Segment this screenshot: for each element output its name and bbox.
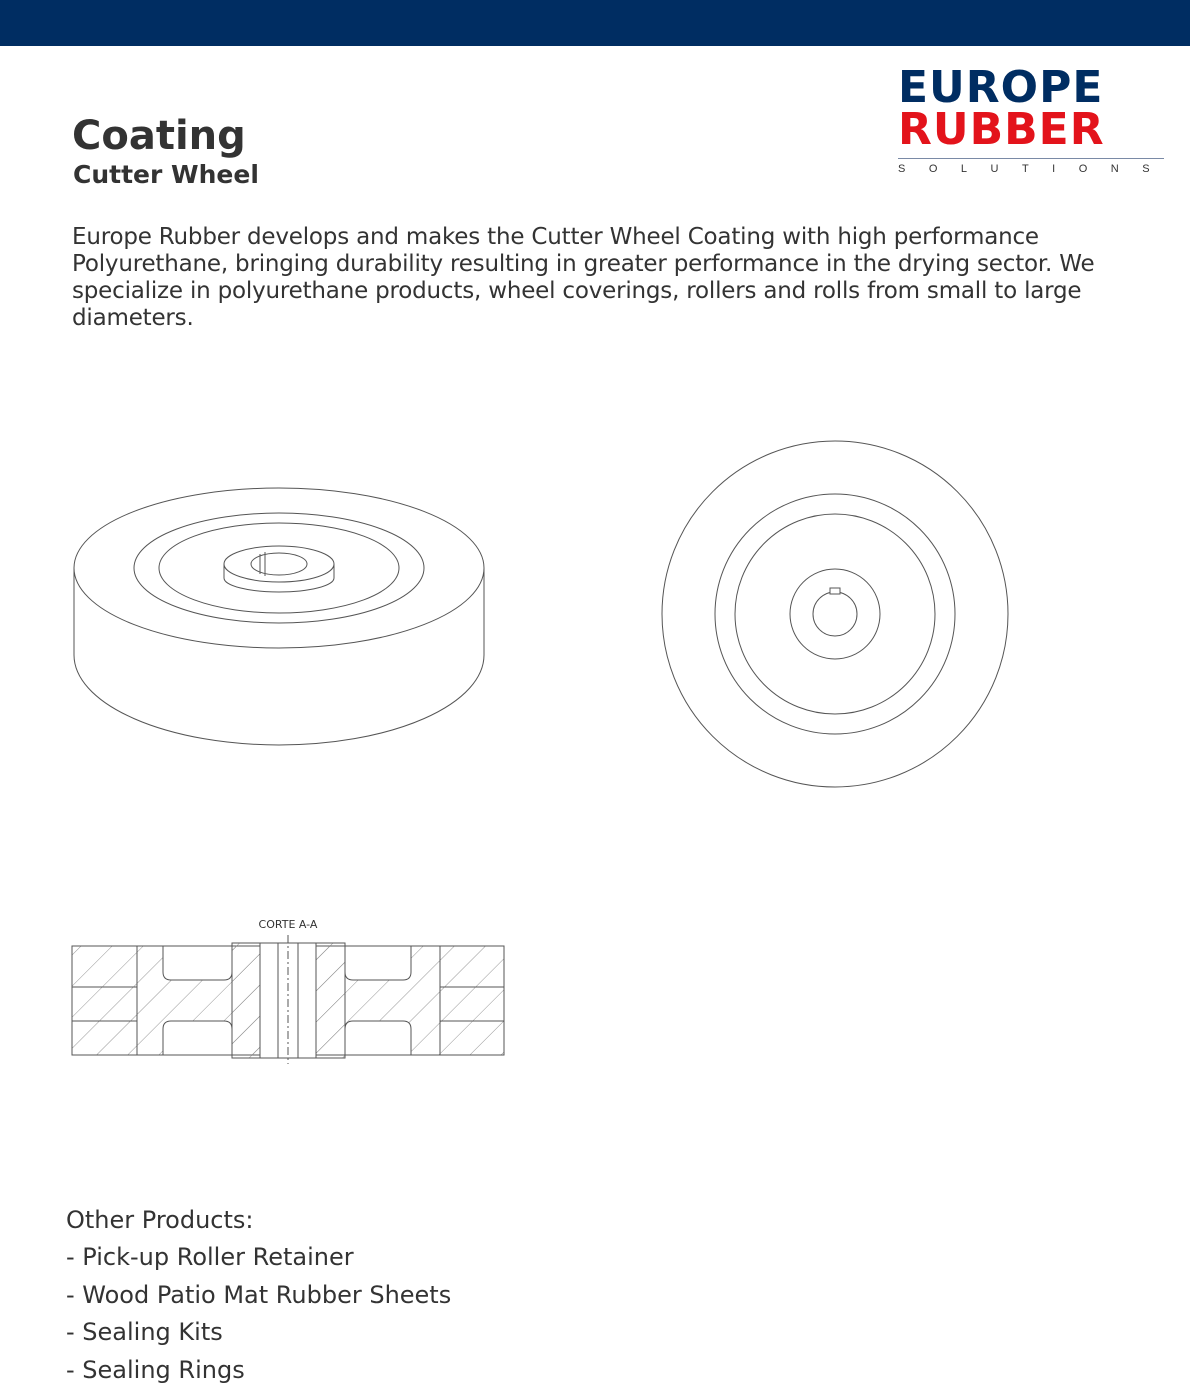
product-description: Europe Rubber develops and makes the Cutter Wheel Coating with high performance Polyurethane, bringing durability resulting in greater performance in the drying sector. We specialize in polyurethane products, wheel coverings, rollers and rolls from small to large diameters. <box>72 224 1132 332</box>
logo-line-rubber: RUBBER <box>898 110 1168 150</box>
wheel-front-drawing <box>662 441 1008 787</box>
cross-section-drawing <box>72 935 504 1064</box>
wheel-front-groove-outer <box>715 494 955 734</box>
list-item: - Wood Patio Mat Rubber Sheets <box>66 1277 451 1315</box>
list-item: - Sealing Kits <box>66 1314 451 1352</box>
other-products-heading: Other Products: <box>66 1202 451 1239</box>
wheel-front-hub <box>790 569 880 659</box>
page-subtitle: Cutter Wheel <box>73 158 259 192</box>
other-products-section <box>66 1202 451 1389</box>
wheel-front-keyway <box>830 588 840 594</box>
list-item: - Pick-up Roller Retainer <box>66 1239 451 1277</box>
section-upper-left-pocket <box>163 946 232 980</box>
wheel-front-groove-inner <box>735 514 935 714</box>
section-lower-left-pocket <box>163 1021 232 1055</box>
section-label: CORTE A-A <box>259 918 318 931</box>
list-item: - Sealing Rings <box>66 1352 451 1389</box>
wheel-front-bore <box>813 592 857 636</box>
wheel-front-outer <box>662 441 1008 787</box>
other-products-list <box>66 1239 451 1389</box>
section-upper-right-pocket <box>345 946 411 980</box>
page-title: Coating <box>72 110 246 162</box>
wheel-iso-top-face <box>74 488 484 648</box>
section-lower-right-pocket <box>345 1021 411 1055</box>
logo-line-solutions: SOLUTIONS <box>898 163 1168 175</box>
logo-line-europe: EUROPE <box>898 68 1168 108</box>
wheel-isometric-drawing <box>74 488 484 745</box>
